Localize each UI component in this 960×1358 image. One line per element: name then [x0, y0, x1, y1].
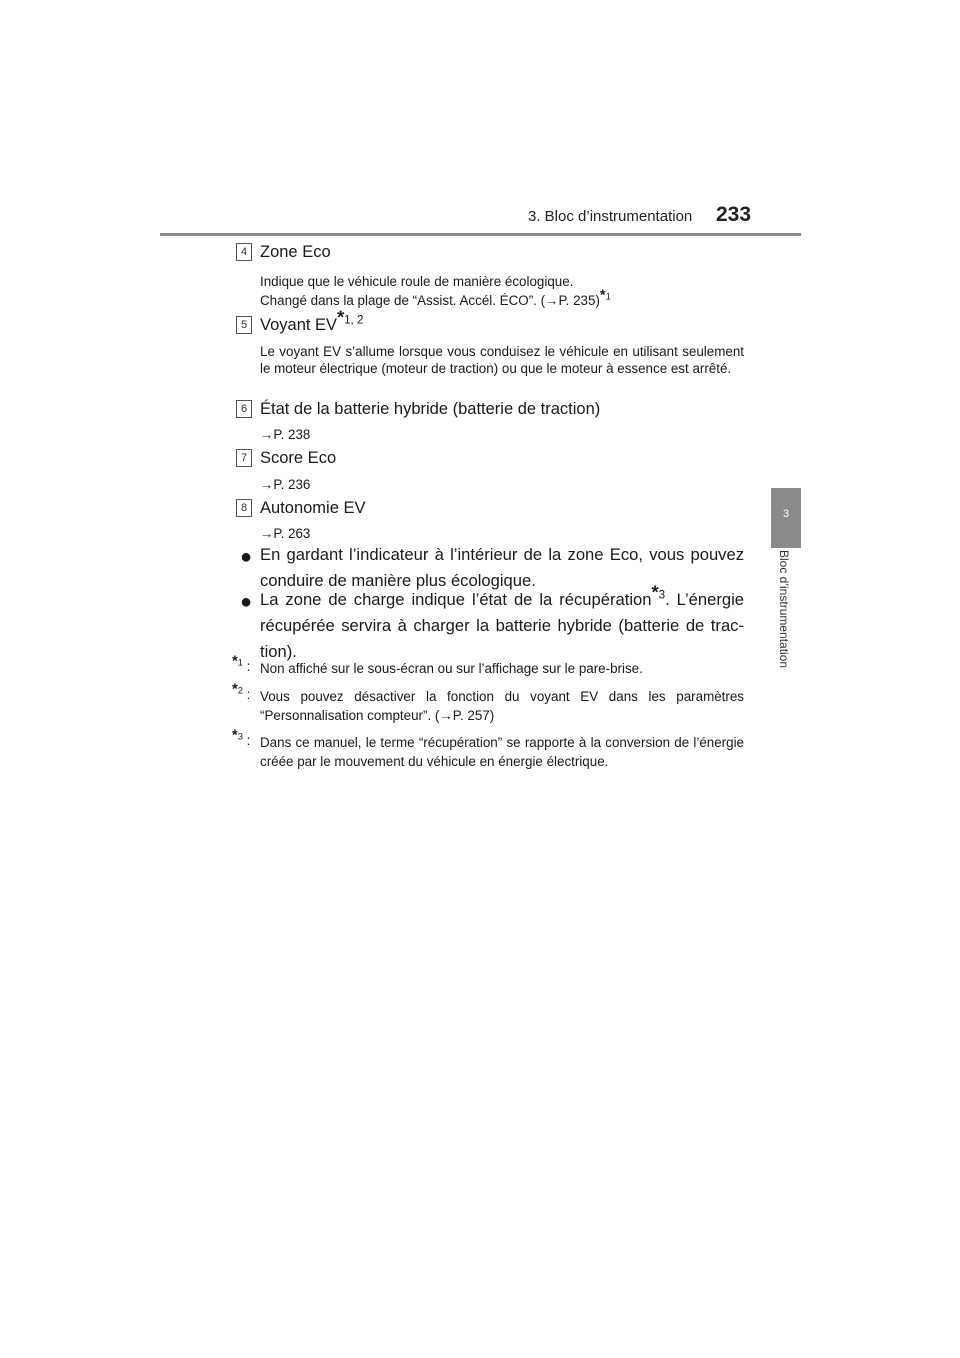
chapter-tab: [771, 488, 801, 548]
footnote-mark-number: 2: [237, 685, 243, 696]
chapter-number: 3: [782, 508, 790, 520]
item-title-batterie: État de la batterie hybride (batterie de traction): [260, 400, 601, 418]
item-title-zone-eco: Zone Eco: [260, 243, 331, 261]
bullet-icon: ●: [240, 591, 253, 613]
item-number-badge: 8: [236, 499, 252, 517]
bullet-text-part: La zone de charge indique l’état de la récupération: [260, 590, 652, 609]
footnote-ref: *: [651, 581, 659, 603]
footnote-mark: $^{*2}$ :: [232, 681, 251, 702]
item-number-badge: 7: [236, 449, 252, 467]
footnote-ref-number: 3: [658, 588, 666, 602]
header-section-title: 3. Bloc d’instrumentation: [528, 208, 693, 225]
footnote-ref: *: [337, 307, 345, 328]
item-number-badge: 4: [236, 243, 252, 261]
item-number-badge: 6: [236, 400, 252, 418]
bullet-text: En gardant l’indicateur à l’intérieur de la zone Eco, vous pouvez conduire de manière plus écologique.: [260, 545, 744, 590]
bullet-icon: ●: [240, 546, 253, 568]
page-reference: →P. 263: [260, 526, 311, 541]
item-number-badge: 5: [236, 316, 252, 334]
footnote-ref: *: [599, 287, 606, 304]
footnote-mark: $^{*3}$ :: [232, 727, 251, 748]
item-title-autonomie-ev: Autonomie EV: [260, 499, 366, 517]
chapter-tab-label-area: [771, 548, 801, 702]
item-description-line: Indique que le véhicule roule de manière écologique.: [260, 274, 574, 289]
item-title-score-eco: Score Eco: [260, 449, 337, 467]
header-divider: [160, 233, 801, 236]
item-description-line: [260, 287, 744, 309]
footnote-text: Dans ce manuel, le terme “récupération” se rapporte à la conversion de l’énergie créée par le mouvement du véhicule en énergie électrique.: [260, 735, 744, 769]
page-reference: →P. 238: [260, 427, 311, 442]
footnote-text: Vous pouvez désactiver la fonction du voyant EV dans les paramètres “Personnalisation compteur”. (→P. 257): [260, 689, 744, 723]
footnote-mark-number: 3: [237, 731, 243, 742]
footnote-text: Non affiché sur le sous-écran ou sur l’affichage sur le pare-brise.: [260, 661, 643, 676]
page-number: 233: [716, 203, 752, 226]
item-title-voyant-ev: [260, 307, 364, 335]
chapter-label: Bloc d’instrumentation: [777, 550, 791, 669]
footnote-ref-number: 1, 2: [344, 314, 364, 327]
page-reference: →P. 236: [260, 477, 311, 492]
item-title-text: Voyant EV: [260, 316, 338, 334]
footnote-ref-number: 1: [605, 291, 611, 302]
footnote-mark-number: 1: [237, 657, 243, 668]
footnote-mark: $^{*1}$ :: [232, 653, 251, 674]
item-description: Le voyant EV s’allume lorsque vous conduisez le véhicule en utilisant seulement le moteur électrique (moteur de traction) ou que le moteur à essence est arrêté.: [260, 344, 744, 376]
bullet-text-part: . L’énergie récupérée servira à charger la batterie hybride (batterie de trac-tion).: [260, 590, 745, 661]
item-description-text: Changé dans la plage de “Assist. Accél. ÉCO”. (→P. 235): [260, 293, 600, 308]
bullet-text: [260, 581, 745, 665]
